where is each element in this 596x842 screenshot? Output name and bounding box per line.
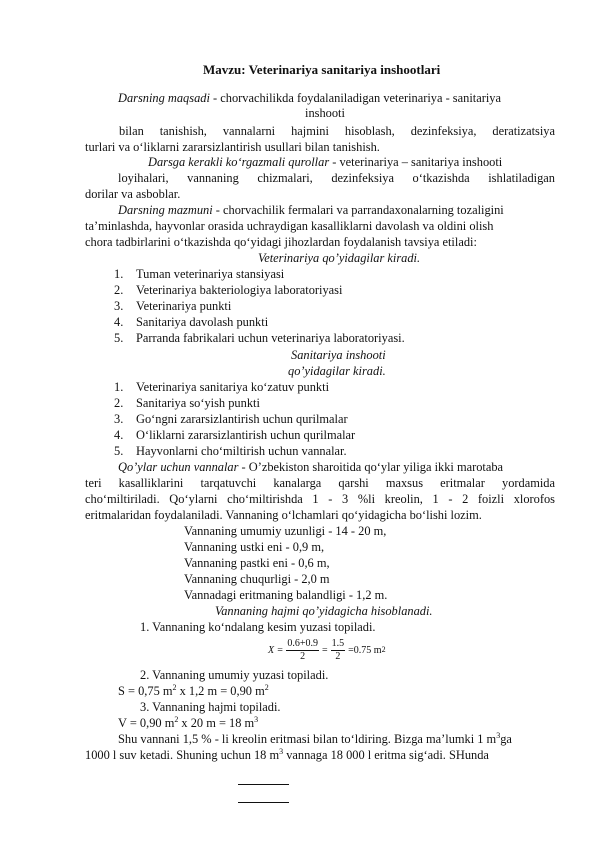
san-item-1: 1. Veterinariya sanitariya ko‘zatuv punkti	[114, 380, 330, 394]
fraction-2-denominator: 2	[335, 650, 341, 662]
bath-line-1	[118, 460, 503, 475]
formula-equals: =	[322, 644, 328, 656]
goal-line-4: turlari va o‘liklarni zararsizlantirish usullari bilan tanishish.	[85, 140, 380, 154]
dim-top-width: Vannaning ustki eni - 0,9 m,	[184, 540, 325, 554]
vet-heading: Veterinariya qo’yidagilar kiradi.	[258, 251, 421, 265]
tools-text-1: - veterinariya – sanitariya inshooti	[329, 155, 503, 169]
final-line-1: Shu vannani 1,5 % - li kreolin eritmasi bilan to‘ldiring. Bizga ma’lumki 1 $m^3ga$	[118, 731, 512, 746]
volume-equation: V = 0,90 $m^2$ x 20 m = 18 $m^3$	[118, 715, 259, 730]
bath-label: Qo’ylar uchun vannalar	[118, 460, 239, 474]
final-line-2: 1000 l suv ketadi. Shuning uchun 18 $m^3$ vannaga 18 000 l eritma sig‘adi. SHunda	[85, 747, 489, 762]
san-item-3: 3. Go‘ngni zararsizlantirish uchun qurilmalar	[114, 412, 348, 426]
san-heading-1: Sanitariya inshooti	[291, 348, 386, 362]
goal-line-1	[118, 91, 501, 106]
cross-section-formula: X = $\frac{0.6+0.9}{2}$ = $\frac{1.5}{2}$ =0.75 m 2	[268, 637, 386, 662]
content-line-2: ta’minlashda, hayvonlar orasida uchraydigan kasalliklarni davolash va oldini olish	[85, 219, 494, 233]
dim-length: Vannaning umumiy uzunligi - 14 - 20 m,	[184, 524, 387, 538]
blank-line-2	[238, 802, 289, 803]
san-item-4: 4. O‘liklarni zararsizlantirish uchun qurilmalar	[114, 428, 356, 442]
bath-line-4: eritmalaridan foydalaniladi. Vannaning o‘lchamlari qo‘yidagicha bo‘lishi lozim.	[85, 508, 482, 522]
dim-depth: Vannaning chuqurligi - 2,0 m	[184, 572, 330, 586]
san-heading-2: qo’yidagilar kiradi.	[288, 364, 386, 378]
bath-text-1: - O’zbekiston sharoitida qo‘ylar yiliga ikki marotaba	[238, 460, 504, 474]
tools-line-2: loyihalari, vannaning chizmalari, dezinfeksiya o‘tkazishda ishlatiladigan	[118, 171, 555, 185]
goal-text-1: - chorvachilikda foydalaniladigan veterinariya - sanitariya	[209, 91, 501, 105]
content-label: Darsning mazmuni	[118, 203, 213, 217]
vet-item-2: 2. Veterinariya bakteriologiya laboratoriyasi	[114, 283, 343, 297]
vet-item-5: 5. Parranda fabrikalari uchun veterinariya laboratoriyasi.	[114, 331, 405, 345]
bath-line-2: teri kasalliklarini tarqatuvchi kanalarga qarshi maxsus eritmalar yordamida	[85, 476, 555, 490]
content-line-1	[118, 203, 504, 218]
formula-rhs: =0.75 m	[348, 644, 382, 656]
goal-line-2: inshooti	[305, 106, 345, 120]
calc-heading: Vannaning hajmi qo’yidagicha hisoblanadi.	[215, 604, 433, 618]
bath-line-3: cho‘miltiriladi. Qo‘ylarni cho‘miltirishda 1 - 3 %li kreolin, 1 - 2 foizli xlorofos	[85, 492, 555, 506]
formula-fraction-2	[331, 638, 346, 663]
fraction-1-numerator: 0.6+0.9	[287, 637, 318, 649]
goal-line-3: bilan tanishish, vannalarni hajmini hisoblash, dezinfeksiya, deratizatsiya	[119, 124, 555, 138]
content-text-1: - chorvachilik fermalari va parrandaxonalarning tozaligini	[212, 203, 504, 217]
content-line-3: chora tadbirlarini o‘tkazishda qo‘yidagi jihozlardan foydalanish tavsiya etiladi:	[85, 235, 477, 249]
formula-lhs: X =	[268, 644, 284, 656]
step-3: 3. Vannaning hajmi topiladi.	[140, 700, 281, 714]
goal-label: Darsning maqsadi	[118, 91, 210, 105]
tools-label: Darsga kerakli ko‘rgazmali qurollar	[148, 155, 330, 169]
step-2: 2. Vannaning umumiy yuzasi topiladi.	[140, 668, 329, 682]
fraction-2-numerator: 1.5	[331, 637, 345, 649]
vet-item-1: 1. Tuman veterinariya stansiyasi	[114, 267, 285, 281]
dim-solution-height: Vannadagi eritmaning balandligi - 1,2 m.	[184, 588, 388, 602]
vet-item-4: 4. Sanitariya davolash punkti	[114, 315, 269, 329]
formula-fraction-1	[286, 638, 319, 663]
area-equation: S = 0,75 $m^2$ x 1,2 m = 0,90 $m^2$	[118, 683, 269, 698]
blank-line-1	[238, 784, 289, 785]
page-title: Mavzu: Veterinariya sanitariya inshootlari	[203, 62, 441, 77]
san-item-2: 2. Sanitariya so‘yish punkti	[114, 396, 260, 410]
dim-bottom-width: Vannaning pastki eni - 0,6 m,	[184, 556, 330, 570]
vet-item-3: 3. Veterinariya punkti	[114, 299, 232, 313]
fraction-1-denominator: 2	[300, 650, 306, 662]
san-item-5: 5. Hayvonlarni cho‘miltirish uchun vannalar.	[114, 444, 347, 458]
step-1: 1. Vannaning ko‘ndalang kesim yuzasi topiladi.	[140, 620, 376, 634]
tools-line-3: dorilar va asboblar.	[85, 187, 181, 201]
tools-line-1	[148, 155, 502, 170]
